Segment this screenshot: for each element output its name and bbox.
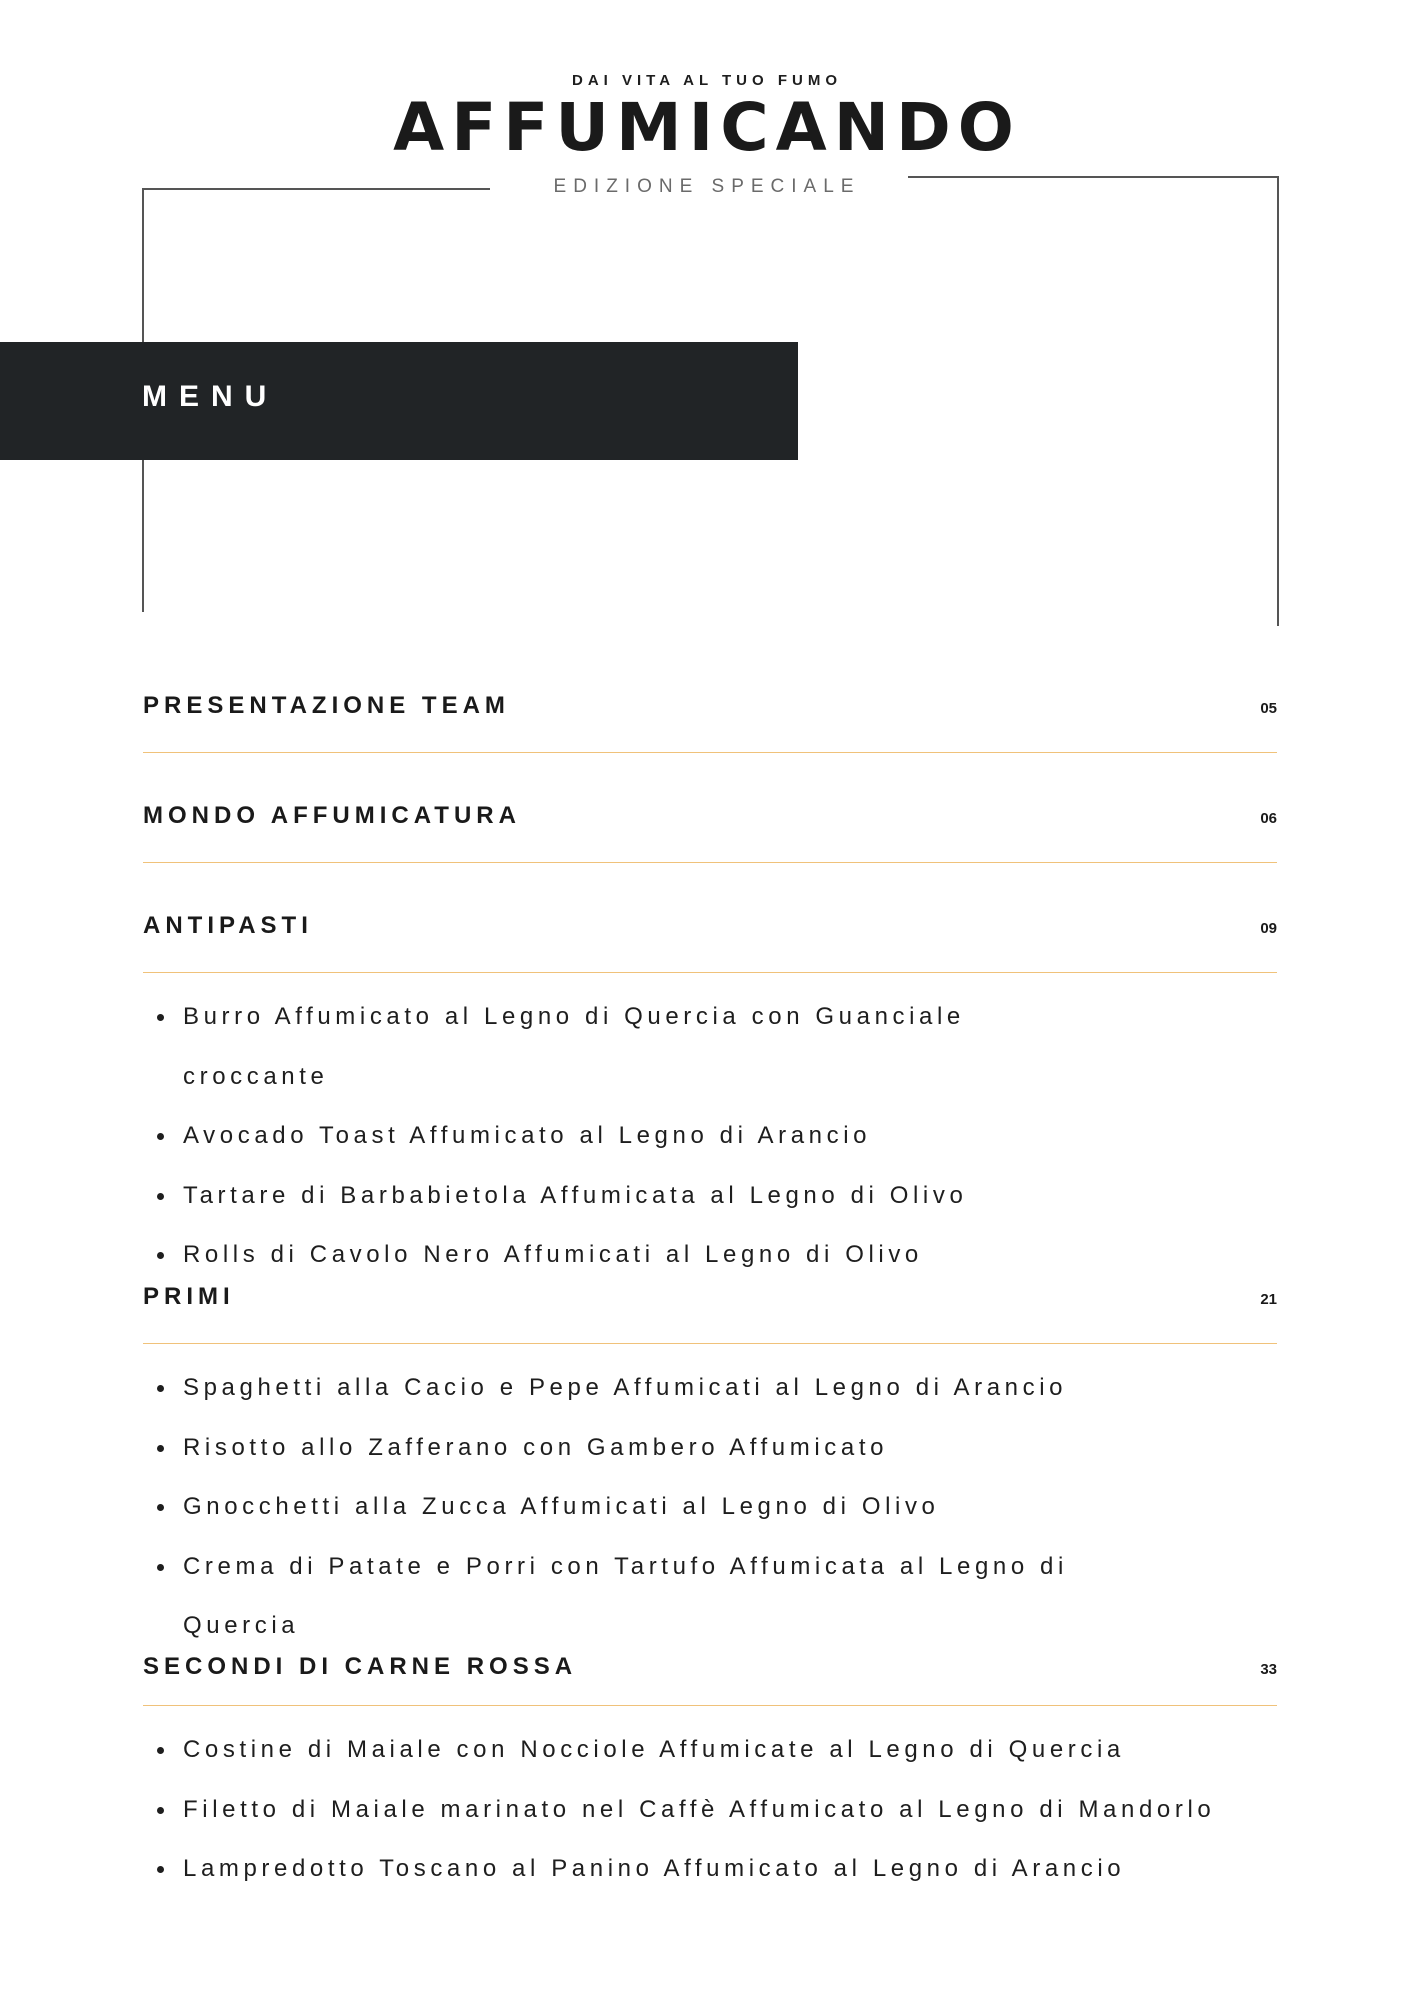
dish-item: Risotto allo Zafferano con Gambero Affumicato — [143, 1418, 1183, 1478]
section-presentazione-team — [143, 692, 1277, 753]
dish-item: Costine di Maiale con Nocciole Affumicate al Legno di Quercia — [143, 1720, 1277, 1780]
frame-line-right-top — [908, 176, 1278, 178]
dish-item: Spaghetti alla Cacio e Pepe Affumicati al Legno di Arancio — [143, 1358, 1183, 1418]
frame-line-left-top — [142, 188, 490, 190]
dish-item: Gnocchetti alla Zucca Affumicati al Legno di Olivo — [143, 1477, 1183, 1537]
dish-item: Tartare di Barbabietola Affumicata al Legno di Olivo — [143, 1166, 1063, 1226]
dish-item: Filetto di Maiale marinato nel Caffè Affumicato al Legno di Mandorlo — [143, 1780, 1277, 1840]
section-page-number: 05 — [1260, 700, 1277, 717]
menu-label: MENU — [142, 380, 279, 413]
section-header — [143, 802, 1277, 863]
section-title: ANTIPASTI — [143, 912, 313, 939]
dish-item: Crema di Patate e Porri con Tartufo Affumicata al Legno di Quercia — [143, 1537, 1183, 1656]
frame-line-right-vertical — [1277, 176, 1279, 626]
section-header — [143, 1283, 1277, 1344]
section-mondo-affumicatura — [143, 802, 1277, 863]
section-title: PRIMI — [143, 1283, 235, 1310]
section-secondi-carne-rossa — [143, 1653, 1277, 1899]
dish-item: Avocado Toast Affumicato al Legno di Arancio — [143, 1106, 1063, 1166]
tagline: DAI VITA AL TUO FUMO — [572, 72, 842, 89]
section-header — [143, 692, 1277, 753]
dish-item: Burro Affumicato al Legno di Quercia con Guanciale croccante — [143, 987, 1063, 1106]
dish-item: Rolls di Cavolo Nero Affumicati al Legno di Olivo — [143, 1225, 1063, 1285]
edition-label: EDIZIONE SPECIALE — [553, 176, 861, 197]
section-page-number: 33 — [1260, 1661, 1277, 1678]
brand-title: AFFUMICANDO — [393, 89, 1021, 166]
section-page-number: 21 — [1260, 1291, 1277, 1308]
dish-list — [143, 1358, 1183, 1656]
section-primi — [143, 1283, 1277, 1656]
section-antipasti — [143, 912, 1277, 1285]
dish-item: Lampredotto Toscano al Panino Affumicato al Legno di Arancio — [143, 1839, 1277, 1899]
section-page-number: 06 — [1260, 810, 1277, 827]
menu-band — [0, 342, 798, 460]
section-title: SECONDI DI CARNE ROSSA — [143, 1653, 578, 1680]
section-title: PRESENTAZIONE TEAM — [143, 692, 510, 719]
dish-list — [143, 1720, 1277, 1899]
dish-list — [143, 987, 1063, 1285]
section-title: MONDO AFFUMICATURA — [143, 802, 521, 829]
section-page-number: 09 — [1260, 920, 1277, 937]
section-header — [143, 1653, 1277, 1706]
section-header — [143, 912, 1277, 973]
